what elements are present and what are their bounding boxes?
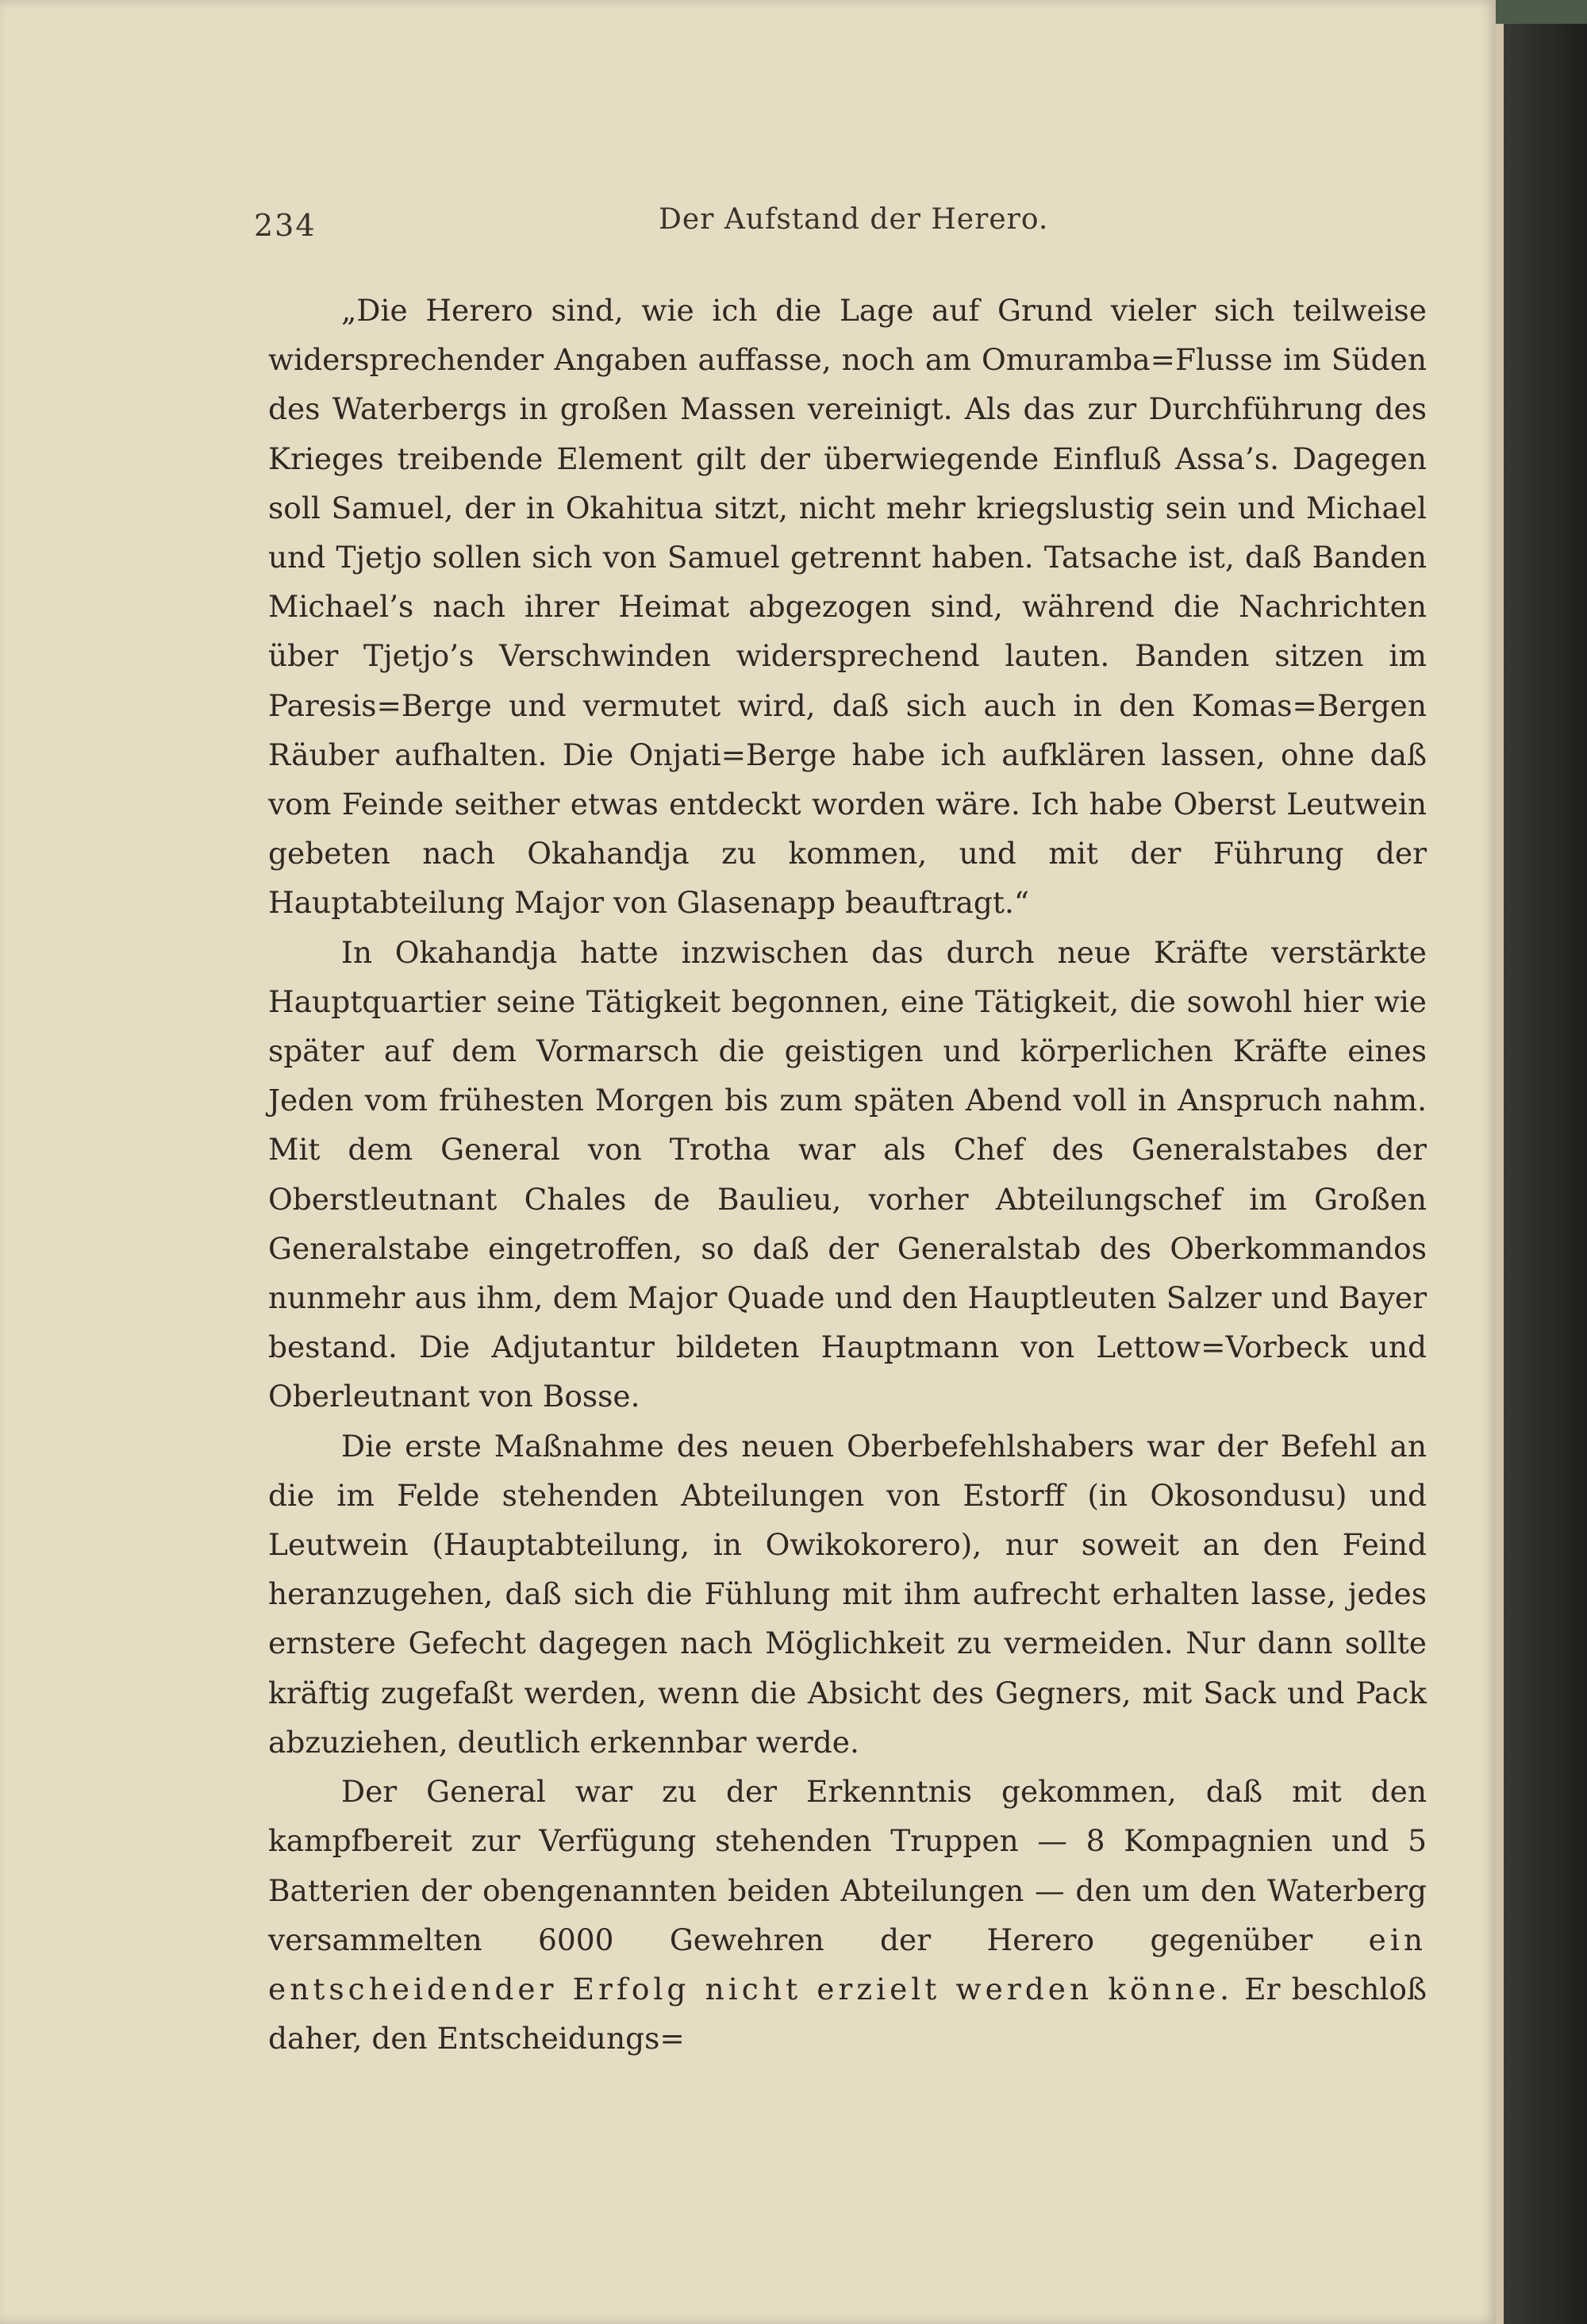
paragraph-decision-end: Er beschloß daher, den Entscheidungs=	[268, 1971, 1427, 2057]
paragraph-first-measure: Die erste Maßnahme des neuen Oberbefehlshabers war der Befehl an die im Felde stehenden Abteilungen von Estorff (in Okosondusu) und Leutwein (Hauptabteilung, in Owikokorero), nur soweit an den Feind heranzugehen, daß sich die Fühlung mit ihm aufrecht erhalten lasse, jedes ernstere Gefecht dagegen nach Möglichkeit zu vermeiden. Nur dann sollte kräftig zugefaßt werden, wenn die Absicht des Gegners, mit Sack und Pack abzuziehen, deutlich erkennbar werde.	[268, 1428, 1427, 1760]
emphasized-phrase: ein entscheidender Erfolg nicht erzielt werden könne.	[268, 1922, 1427, 2007]
binding-tape	[1496, 0, 1587, 24]
book-edge	[1496, 0, 1587, 2324]
page-edge	[1496, 0, 1504, 2324]
paragraph-headquarters: In Okahandja hatte inzwischen das durch neue Kräfte verstärkte Hauptquartier seine Tätigkeit begonnen, eine Tätigkeit, die sowohl hier wie später auf dem Vormarsch die geistigen und körperlichen Kräfte eines Jeden vom frühesten Morgen bis zum späten Abend voll in Anspruch nahm. Mit dem General von Trotha war als Chef des Generalstabes der Oberstleutnant Chales de Baulieu, vorher Abteilungschef im Großen Generalstabe eingetroffen, so daß der Generalstab des Oberkommandos nunmehr aus ihm, dem Major Quade und den Hauptleuten Salzer und Bayer bestand. Die Adjutantur bildeten Hauptmann von Lettow=Vorbeck und Oberleutnant von Bosse.	[268, 934, 1427, 1414]
running-title: Der Aufstand der Herero.	[659, 203, 1049, 236]
paragraph-decision	[268, 1767, 1427, 2063]
body-text	[268, 286, 1427, 2063]
paragraph-decision-start: Der General war zu der Erkenntnis gekommen, daß mit den kampfbereit zur Verfügung stehenden Truppen — 8 Kompagnien und 5 Batterien der obengenannten beiden Abteilungen — den um den Waterberg versammelten 6000 Gewehren der Herero gegenüber	[268, 1774, 1427, 1957]
page-header	[254, 203, 1460, 256]
paragraph-quote: „Die Herero sind, wie ich die Lage auf Grund vieler sich teilweise widersprechender Angaben auffasse, noch am Omuramba=Flusse im Süden des Waterbergs in großen Massen vereinigt. Als das zur Durchführung des Krieges treibende Element gilt der überwiegende Einfluß Assa’s. Dagegen soll Samuel, der in Okahitua sitzt, nicht mehr kriegslustig sein und Michael und Tjetjo sollen sich von Samuel getrennt haben. Tatsache ist, daß Banden Michael’s nach ihrer Heimat abgezogen sind, während die Nachrichten über Tjetjo’s Verschwinden widersprechend lauten. Banden sitzen im Paresis=Berge und vermutet wird, daß sich auch in den Komas=Bergen Räuber aufhalten. Die Onjati=Berge habe ich aufklären lassen, ohne daß vom Feinde seither etwas entdeckt worden wäre. Ich habe Oberst Leutwein gebeten nach Okahandja zu kommen, und mit der Führung der Hauptabteilung Major von Glasenapp beauftragt.“	[268, 293, 1427, 921]
page-number: 234	[254, 208, 317, 243]
